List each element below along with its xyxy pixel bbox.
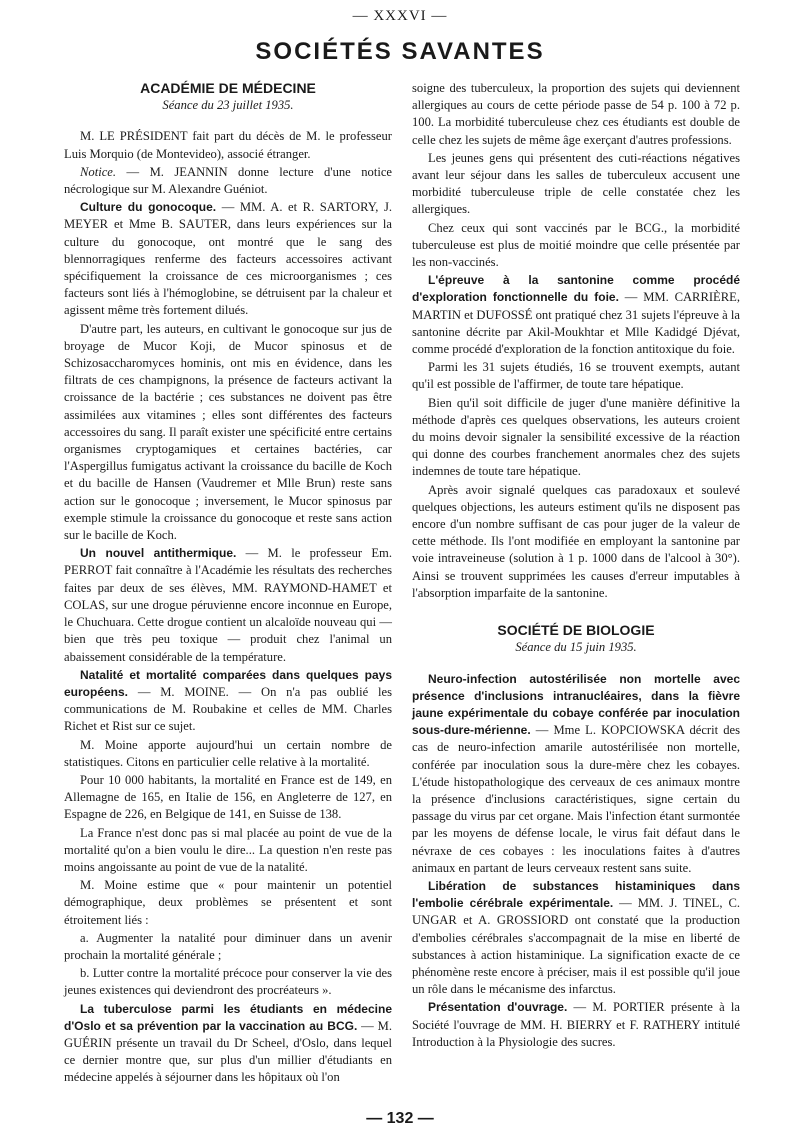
paragraph: Chez ceux qui sont vaccinés par le BCG., la morbidité tuberculeuse est plus de moitié moindre que celle présentée par les non-vaccinés. — [412, 220, 740, 270]
paragraph-lead: Notice. — [80, 164, 117, 179]
paragraph-text: — M. JEANNIN donne lecture d'une notice nécrologique sur M. Alexandre Guéniot. — [64, 164, 392, 197]
paragraph-heading: Un nouvel antithermique. — [80, 546, 237, 561]
paragraph-text: — M. MOINE. — On n'a pas oublié les communications de M. Roubakine et celles de MM. Charles Richet et Rist sur ce sujet. — [64, 684, 392, 734]
paragraph: M. Moine apporte aujourd'hui un certain nombre de statistiques. Citons en particulier celle relative à la mortalité. — [64, 737, 392, 769]
session-date-academie: Séance du 23 juillet 1935. — [162, 98, 294, 113]
paragraph — [64, 545, 392, 665]
page-title: SOCIÉTÉS SAVANTES — [255, 38, 545, 65]
paragraph — [412, 671, 740, 877]
paragraph-heading: L'épreuve à la santonine comme procédé d'exploration fonctionnelle du foie. — [412, 273, 740, 305]
paragraph-text: — M. GUÉRIN présente un travail du Dr Scheel, d'Oslo, dans lequel ce dernier montre que, sur plus d'un millier d'étudiants en médecine appelés à séjourner dans les hôpitaux où l'on — [64, 1018, 392, 1085]
paragraph: Bien qu'il soit difficile de juger d'une manière définitive la méthode d'après ces quelques observations, les auteurs croient du moins devoir signaler la sensibilité excessive de la réaction qui donne des courbes franchement anormales chez des sujets indemnes de toute tare hépatique. — [412, 395, 740, 479]
paragraph — [412, 272, 740, 358]
right-column — [412, 80, 740, 1051]
paragraph-text: — M. le professeur Em. PERROT fait connaître à l'Académie les résultats des recherches faites par deux de ses élèves, MM. RAYMOND-HAMET et COLAS, sur une drogue péruvienne encore inconnue en Europe, le Chuchuara. Cette drogue contient un alcaloïde nouveau qui — bien que très peu toxique — produit chez l'animal un abaissement considérable de la température. — [64, 546, 392, 664]
paragraph: Parmi les 31 sujets étudiés, 16 se trouvent exempts, autant qu'il est possible de l'affirmer, de toute tare hépatique. — [412, 360, 740, 392]
paragraph: Pour 10 000 habitants, la mortalité en France est de 149, en Allemagne de 165, en Italie de 156, en Angleterre de 127, en Espagne de 226, en Belgique de 141, en Suisse de 138. — [64, 772, 392, 822]
paragraph-continued: soigne des tuberculeux, la proportion des sujets qui deviennent allergiques au cours de cette période passe de 54 p. 100 à 72 p. 100. La morbidité tuberculeuse chez ces étudiants est double de celle chez les sujets de même âge exerçant d'autres professions. — [412, 81, 740, 147]
page-number: — 132 — — [366, 1110, 434, 1127]
paragraph-text: — MM. J. TINEL, C. UNGAR et A. GROSSIORD ont constaté que la production d'embolies cérébrales s'accompagnait de la mise en liberté de substances à action histaminique. La signification exacte de ce phénomène reste encore à préciser, mais il est possible qu'il joue un rôle dans le mécanisme des infarctus. — [412, 896, 740, 997]
section-title-biologie: SOCIÉTÉ DE BIOLOGIE — [497, 622, 655, 639]
paragraph: b. Lutter contre la mortalité précoce pour conserver la vie des jeunes existences qui deviendront des procréateurs ». — [64, 966, 392, 998]
paragraph — [412, 999, 740, 1051]
paragraph — [64, 1001, 392, 1087]
paragraph-heading: Libération de substances histaminiques dans l'embolie cérébrale expérimentale. — [412, 878, 740, 911]
paragraph-text: — M. PORTIER présente à la Société l'ouvrage de MM. H. BIERRY et F. RATHERY intitulé Introduction à la Physiologie des sucres. — [412, 1000, 741, 1049]
session-date-biologie: Séance du 15 juin 1935. — [515, 640, 637, 655]
paragraph — [64, 199, 392, 319]
paragraph: Les jeunes gens qui présentent des cuti-réactions négatives avant leur séjour dans les salles de tuberculeux accusent une morbidité tuberculeuse triple de celle constatée chez les allergiques. — [412, 150, 740, 217]
paragraph — [412, 878, 740, 998]
paragraph: Après avoir signalé quelques cas paradoxaux et soulevé quelques objections, les auteurs estiment qu'ils ne disposent pas encore d'un nombre suffisant de cas pour juger de la valeur de cette méthode. Ils l'ont modifiée en employant la santonine par voie intraveineuse (solution à 1 p. 1000 dans de l'alcool à 30°). Ainsi se trouvent supprimées les causes d'erreur imputables à l'absorption imparfaite de la santonine. — [412, 482, 740, 600]
left-column — [64, 80, 392, 1087]
section-title-academie: ACADÉMIE DE MÉDECINE — [140, 80, 316, 96]
paragraph-heading: Neuro-infection autostérilisée non mortelle avec présence d'inclusions intranucléaires, dans la fièvre jaune expérimentale du cobaye conférée par inoculation sous-dure-mérienne. — [412, 671, 740, 738]
paragraph: a. Augmenter la natalité pour diminuer dans un avenir prochain la mortalité générale ; — [64, 930, 392, 962]
paragraph-heading: Culture du gonocoque. — [80, 200, 217, 215]
paragraph-text: — Mme L. KOPCIOWSKA décrit des cas de neuro-infection amarile autostérilisée non mortelle, conférée par inoculation sous la dure-mère chez les cobayes. L'étude histopathologique des cerveaux de ces animaux montre la présence d'inclusions caractéristiques, signe certain du passage du virus par cet organe. Mais l'infection étant surmontée par les moyens de défense locale, le virus fait défaut dans le névraxe de ces cobayes : les inoculations faites à d'autres animaux en partant de leurs cerveaux restent sans suite. — [412, 723, 740, 875]
roman-folio: — XXXVI — — [352, 8, 448, 24]
paragraph-text: — MM. A. et R. SARTORY, J. MEYER et Mme B. SAUTER, dans leurs expériences sur la culture du gonocoque, ont montré que le sang des blennorragiques renferme des facteurs accessoires activant spécifiquement la croissance de ces microorganismes ; ces facteurs sont liés à l'hémoglobine, se détruisent par la chaleur et agissent même très fortement dilués. — [64, 200, 392, 318]
paragraph-text: — MM. CARRIÈRE, MARTIN et DUFOSSÉ ont pratiqué chez 31 sujets l'épreuve à la santonine décrite par Akil-Moukhtar et Mlle Kadidgé Djévat, comme procédé d'exploration de la fonction antitoxique du foie. — [412, 290, 740, 357]
paragraph — [64, 164, 392, 198]
paragraph: M. Moine estime que « pour maintenir un potentiel démographique, deux problèmes se présentent et sont étroitement liés : — [64, 878, 392, 927]
paragraph-heading: Natalité et mortalité comparées dans quelques pays européens. — [64, 667, 392, 699]
section-gap — [412, 602, 740, 622]
paragraph: D'autre part, les auteurs, en cultivant le gonocoque sur jus de broyage de Mucor Koji, de Mucor spinosus et de Schizosaccharomyces hominis, ont mis en évidence, dans les filtrats de ces champignons, la présence de facteurs activant la croissance de la bactérie ; ces substances ne doivent pas être assimilées aux vitamines ; elles sont différentes des facteurs accessoires du sang. Il paraît exister une spécificité entre certains organismes cryptogamiques et certaines bactéries, car l'Aspergillus fumigatus activant la croissance du bacille de Koch et du bacille de Hansen (Vaudremer et Mlle Brun) reste sans action sur le gonocoque ; inversement, le Mucor spinosus par exemple stimule la croissance du gonocoque et reste sans action sur le bacille de Koch. — [64, 321, 392, 543]
paragraph: M. LE PRÉSIDENT fait part du décès de M. le professeur Luis Morquio (de Montevideo), associé étranger. — [64, 129, 392, 161]
paragraph — [64, 667, 392, 736]
paragraph-heading: La tuberculose parmi les étudiants en médecine d'Oslo et sa prévention par la vaccination au BCG. — [64, 1001, 392, 1033]
paragraph-heading: Présentation d'ouvrage. — [428, 1000, 568, 1015]
paragraph: La France n'est donc pas si mal placée au point de vue de la mortalité qu'on a bien voulu le dire... La question n'en reste pas moins angoissante au point de vue de la natalité. — [64, 825, 392, 874]
